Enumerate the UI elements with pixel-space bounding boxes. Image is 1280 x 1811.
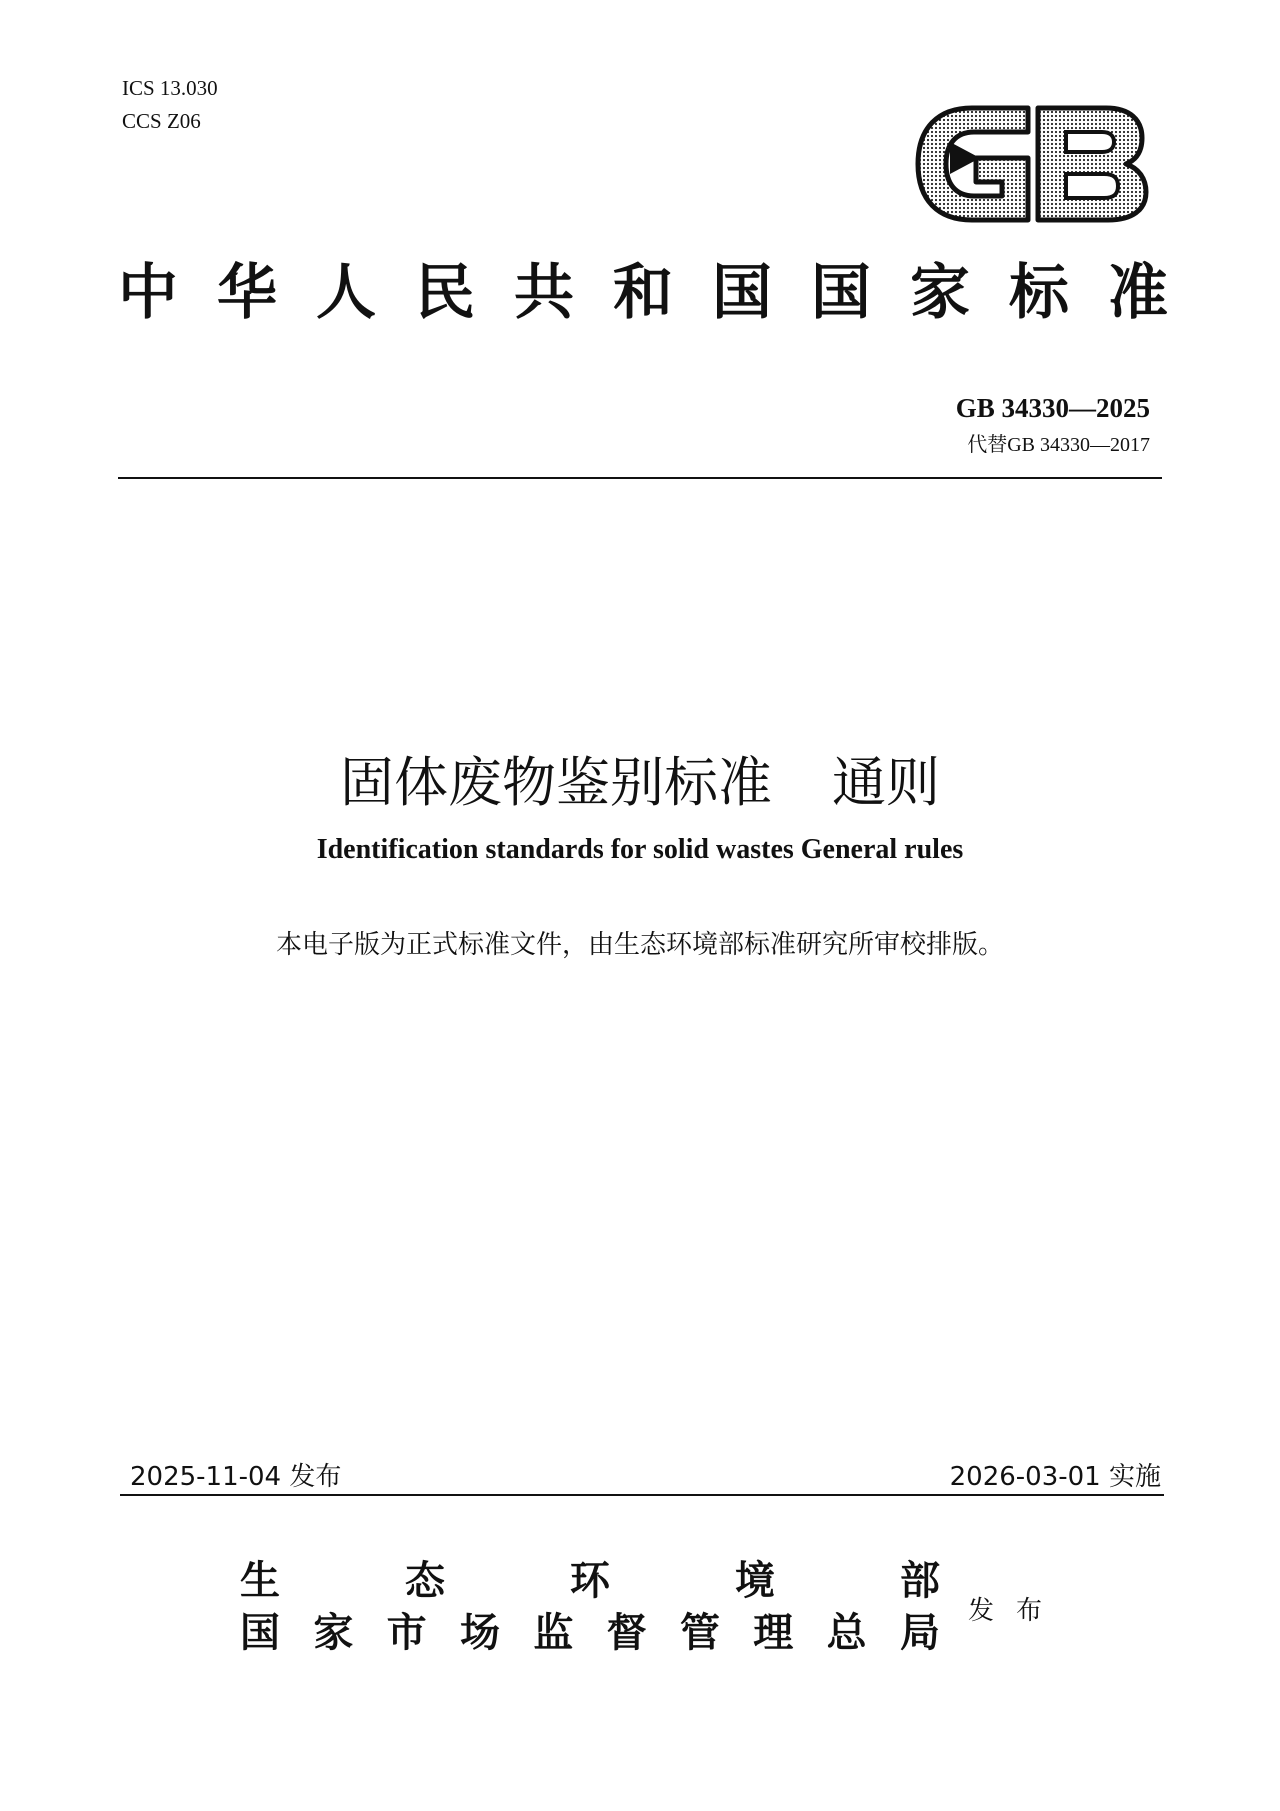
issuer-char: 总	[826, 1609, 867, 1656]
title-char: 国	[712, 258, 772, 328]
issuer-char: 境	[735, 1557, 775, 1604]
classification-codes	[122, 72, 218, 138]
issuer-char: 场	[459, 1609, 500, 1656]
issuer-line-2	[240, 1608, 940, 1658]
issuer-char: 生	[240, 1557, 280, 1604]
title-cn-main: 固体废物鉴别标准	[340, 751, 772, 814]
title-char: 和	[613, 258, 673, 328]
title-char: 中	[118, 258, 178, 328]
document-title-cn	[0, 748, 1280, 818]
footer-divider	[120, 1494, 1164, 1496]
title-char: 共	[514, 258, 574, 328]
title-char: 民	[415, 258, 475, 328]
issue-word: 发布	[968, 1596, 1065, 1626]
issuer-char: 理	[753, 1609, 794, 1656]
ics-code: ICS 13.030	[122, 76, 218, 100]
issuer-char: 监	[533, 1609, 574, 1656]
title-char: 标	[1009, 258, 1069, 328]
issuer-char: 家	[313, 1609, 354, 1656]
issuer-char: 环	[570, 1557, 610, 1604]
title-cn-sub: 通则	[832, 751, 940, 814]
issuer-char: 督	[606, 1609, 647, 1656]
title-char: 华	[217, 258, 277, 328]
issuer-char: 局	[899, 1609, 940, 1656]
standard-prefix: GB	[955, 393, 995, 423]
issuer-char: 管	[679, 1609, 720, 1656]
title-char: 人	[316, 258, 376, 328]
issue-date: 2025-11-04 发布	[130, 1462, 342, 1492]
main-title	[118, 255, 1168, 331]
standard-number-value: 34330—2025	[1001, 393, 1150, 423]
replaces-standard: 代替GB 34330—2017	[967, 434, 1150, 456]
header-divider	[118, 477, 1162, 479]
effective-date: 2026-03-01 实施	[949, 1462, 1161, 1492]
document-title-en: Identification standards for solid wastes General rules	[316, 834, 964, 865]
issuer-char: 国	[240, 1609, 280, 1656]
title-char: 国	[811, 258, 871, 328]
issuer-line-1	[240, 1556, 940, 1606]
issuer-char: 市	[386, 1609, 427, 1656]
gb-logo	[910, 98, 1150, 230]
standard-number-block	[956, 393, 1150, 457]
ccs-code: CCS Z06	[122, 109, 201, 133]
standard-number	[956, 393, 1150, 424]
issuer-char: 部	[900, 1557, 940, 1604]
title-char: 家	[910, 258, 970, 328]
edition-note: 本电子版为正式标准文件，由生态环境部标准研究所审校排版。	[275, 930, 1004, 960]
issuer-char: 态	[405, 1557, 445, 1604]
title-char: 准	[1108, 258, 1168, 328]
